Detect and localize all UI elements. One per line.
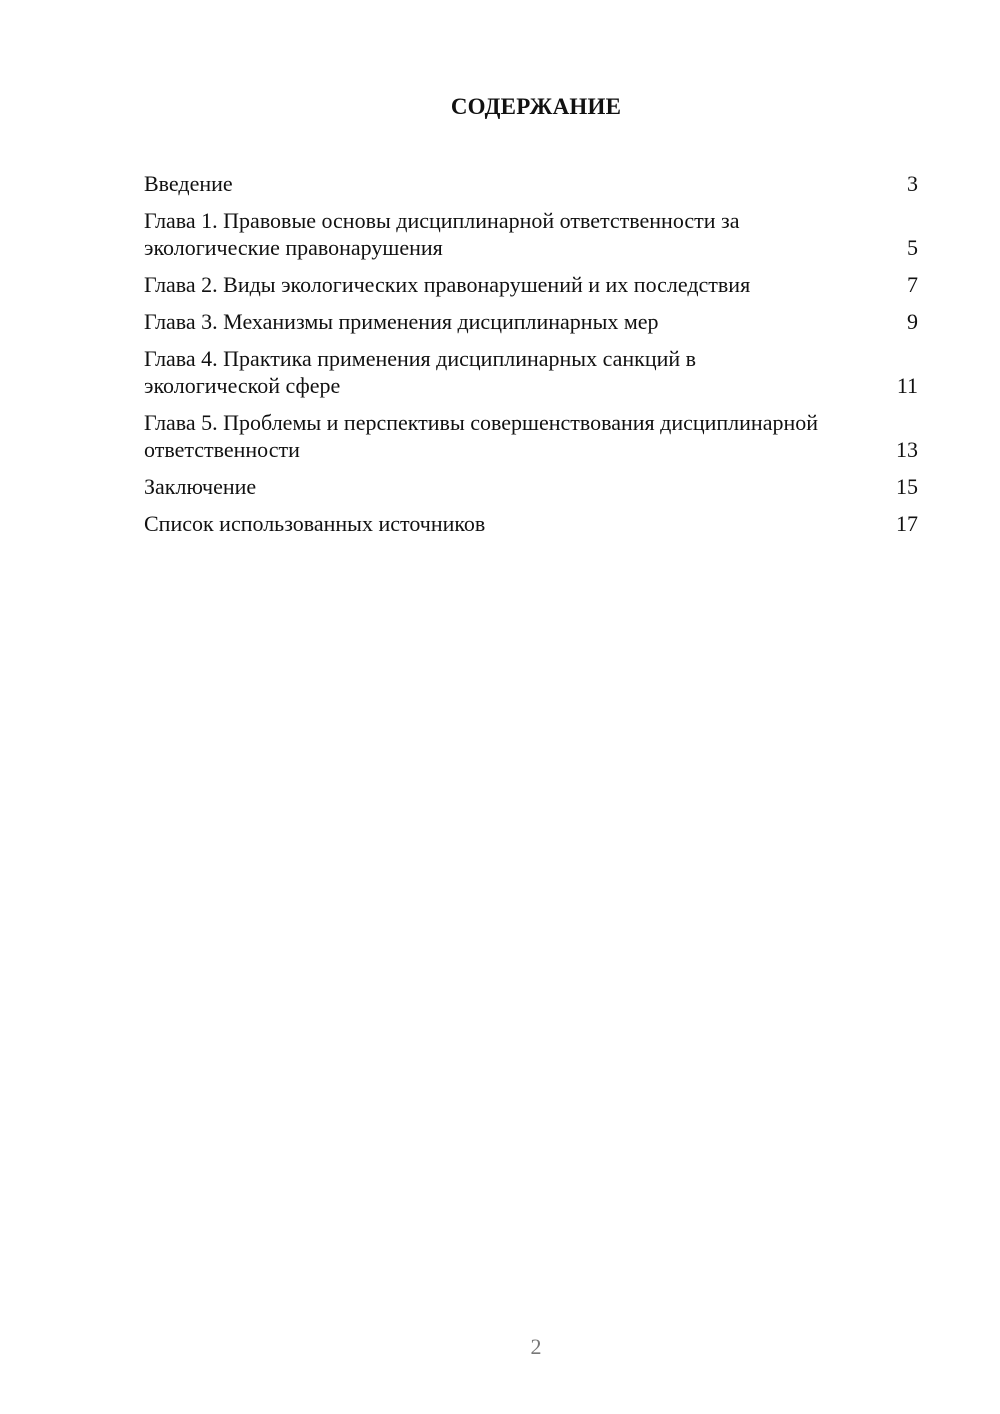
toc-entry-page-number: 15	[896, 474, 918, 499]
page-number: 2	[530, 1334, 542, 1359]
toc-entry-page-number: 11	[896, 373, 918, 398]
toc-entry-chapter-3[interactable]	[144, 308, 918, 335]
toc-entry-label: Глава 4. Практика применения дисциплинарных санкций в экологической сфере	[144, 346, 697, 398]
toc-entry-page-number: 5	[907, 235, 918, 260]
toc-entry-chapter-2[interactable]	[144, 271, 918, 298]
table-of-contents	[144, 170, 918, 547]
toc-entry-label: Заключение	[144, 474, 257, 499]
toc-heading: СОДЕРЖАНИЕ	[450, 94, 622, 119]
toc-entry-label: Введение	[144, 171, 233, 196]
toc-entry-page-number: 9	[907, 309, 918, 334]
toc-entry-chapter-5[interactable]	[144, 409, 918, 463]
toc-entry-label: Глава 3. Механизмы применения дисциплинарных мер	[144, 309, 659, 334]
toc-entry-page-number: 3	[907, 171, 918, 196]
toc-entry-conclusion[interactable]	[144, 473, 918, 500]
toc-entry-label: Глава 2. Виды экологических правонарушений и их последствия	[144, 272, 751, 297]
toc-entry-page-number: 7	[907, 272, 918, 297]
toc-entry-chapter-4[interactable]	[144, 345, 918, 399]
toc-entry-page-number: 17	[896, 511, 918, 536]
toc-entry-introduction[interactable]	[144, 170, 918, 197]
toc-entry-label: Глава 1. Правовые основы дисциплинарной ответственности за экологические правонарушения	[144, 208, 740, 260]
toc-entry-label: Глава 5. Проблемы и перспективы совершенствования дисциплинарной ответственности	[144, 410, 819, 462]
toc-entry-page-number: 13	[896, 437, 918, 462]
toc-entry-chapter-1[interactable]	[144, 207, 918, 261]
toc-entry-label: Список использованных источников	[144, 511, 486, 536]
toc-entry-references[interactable]	[144, 510, 918, 537]
